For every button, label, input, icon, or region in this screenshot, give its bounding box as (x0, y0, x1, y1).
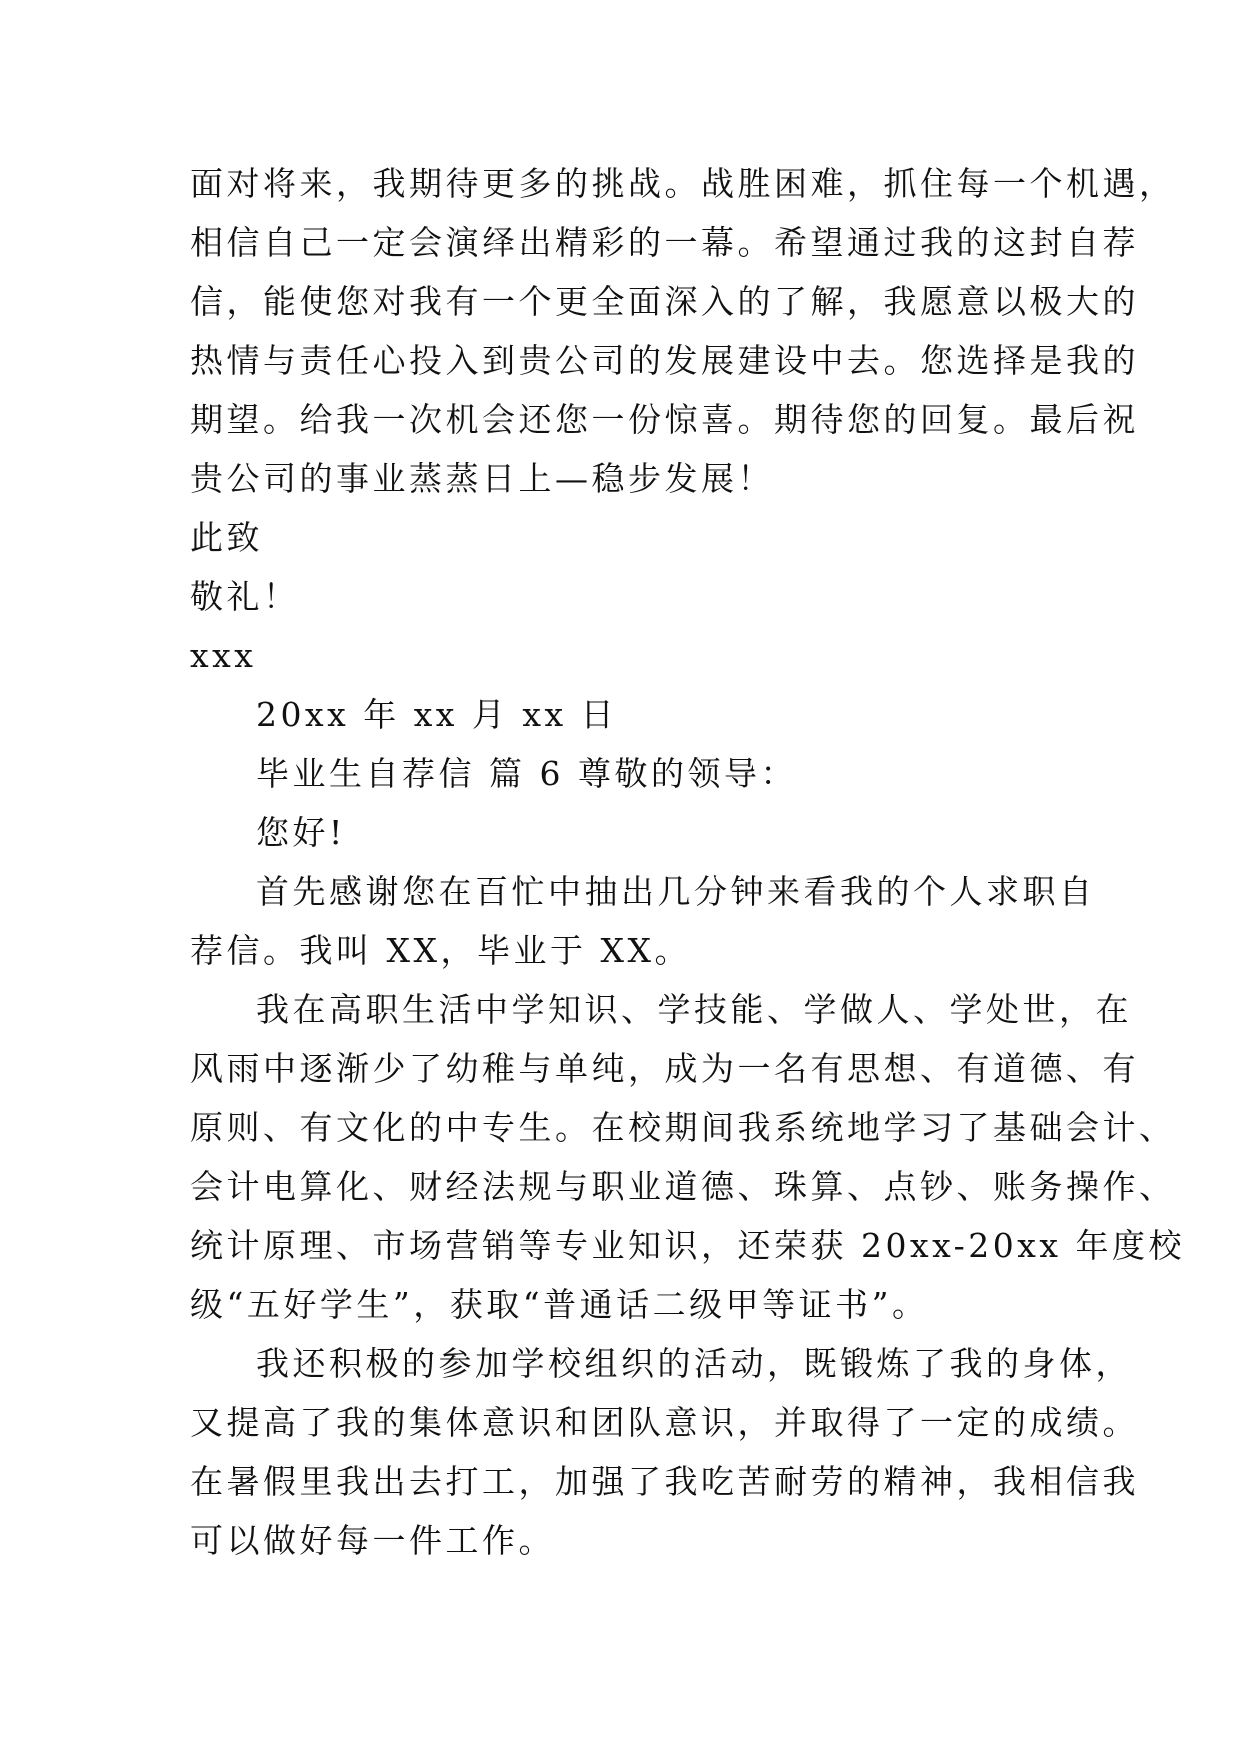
text-line: 统计原理、市场营销等专业知识，还荣获 20xx-20xx 年度校 (190, 1226, 1185, 1265)
text-line: 原则、有文化的中专生。在校期间我系统地学习了基础会计、 (190, 1108, 1176, 1147)
section-heading: 毕业生自荐信 篇 6 尊敬的领导： (256, 754, 797, 793)
text-line: 面对将来，我期待更多的挑战。战胜困难，抓住每一个机遇， (190, 164, 1176, 203)
signature-date: 20xx 年 xx 月 xx 日 (256, 695, 618, 734)
text-line: 信，能使您对我有一个更全面深入的了解，我愿意以极大的 (190, 282, 1139, 321)
text-line: 会计电算化、财经法规与职业道德、珠算、点钞、账务操作、 (190, 1167, 1176, 1206)
text-line: 贵公司的事业蒸蒸日上—稳步发展！ (190, 459, 774, 498)
text-line: 荐信。我叫 XX，毕业于 XX。 (190, 931, 691, 970)
text-line: 期望。给我一次机会还您一份惊喜。期待您的回复。最后祝 (190, 400, 1139, 439)
text-line: 级“五好学生”，获取“普通话二级甲等证书”。 (190, 1285, 929, 1324)
text-line: 首先感谢您在百忙中抽出几分钟来看我的个人求职自 (256, 872, 1096, 911)
text-line: 可以做好每一件工作。 (190, 1521, 555, 1560)
text-line: 风雨中逐渐少了幼稚与单纯，成为一名有思想、有道德、有 (190, 1049, 1139, 1088)
greeting: 您好! (256, 813, 346, 852)
text-line: 热情与责任心投入到贵公司的发展建设中去。您选择是我的 (190, 341, 1139, 380)
text-line: 又提高了我的集体意识和团队意识，并取得了一定的成绩。 (190, 1403, 1139, 1442)
text-line: 在暑假里我出去打工，加强了我吃苦耐劳的精神，我相信我 (190, 1462, 1139, 1501)
text-line: 我在高职生活中学知识、学技能、学做人、学处世，在 (256, 990, 1132, 1029)
text-line: 我还积极的参加学校组织的活动，既锻炼了我的身体， (256, 1344, 1132, 1383)
text-line: 相信自己一定会演绎出精彩的一幕。希望通过我的这封自荐 (190, 223, 1139, 262)
closing-salute: 敬礼！ (190, 577, 300, 616)
closing-line: 此致 (190, 518, 263, 557)
signature-name: xxx (190, 636, 257, 675)
